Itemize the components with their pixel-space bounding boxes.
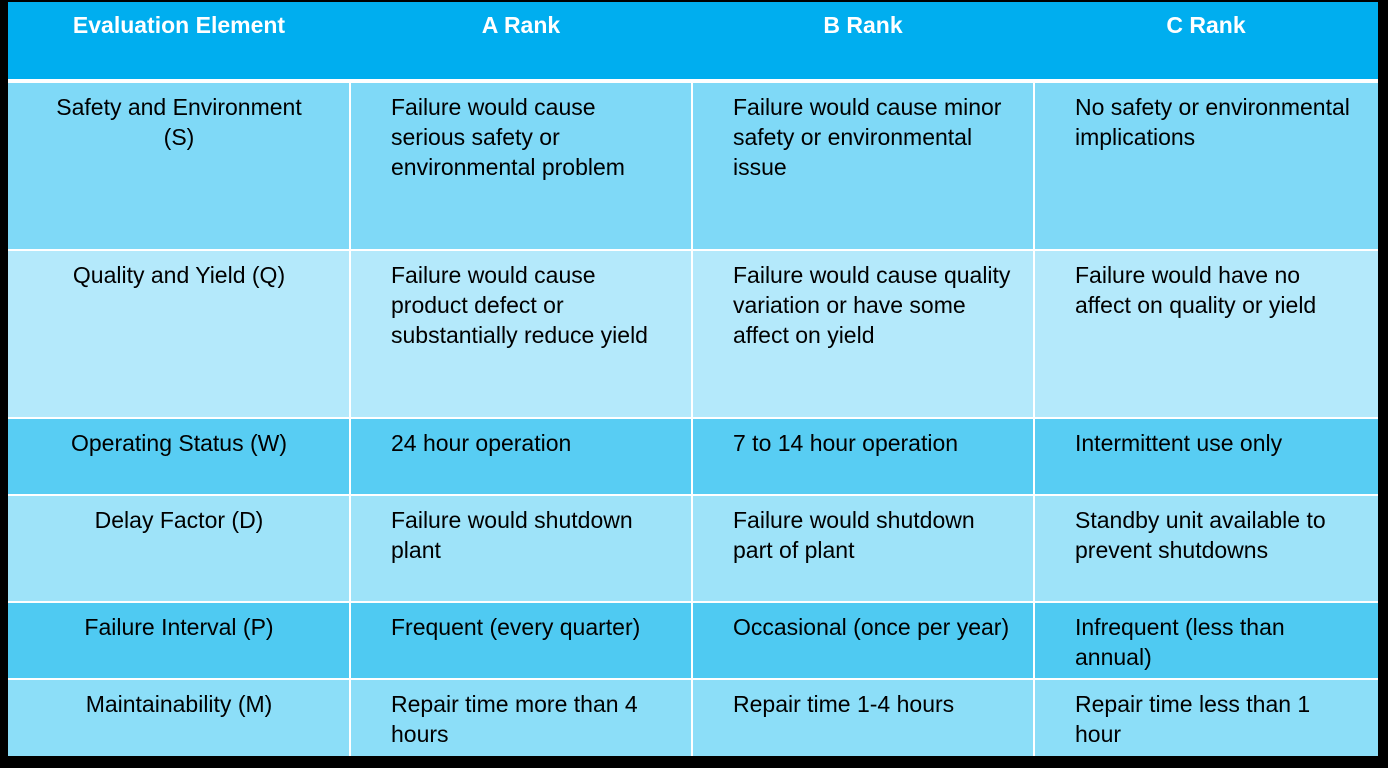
row-divider [8, 417, 1378, 419]
row-a-rank-text: Failure would cause product defect or substantially reduce yield [391, 262, 648, 348]
row-element-label: Maintainability (M) [85, 691, 273, 717]
header-c-rank: C Rank [1166, 12, 1246, 38]
row-b-rank-text: Failure would shutdown part of plant [733, 507, 975, 563]
row-c-rank-text: Failure would have no affect on quality or yield [1075, 262, 1317, 318]
row-c-rank-text: No safety or environmental implications [1075, 94, 1350, 150]
row-a-rank-text: Failure would shutdown plant [391, 507, 633, 563]
table-row [8, 419, 1378, 494]
column-divider [691, 83, 693, 756]
row-element-label: Operating Status (W) [70, 430, 288, 456]
row-divider [8, 494, 1378, 496]
row-a-rank-text: Failure would cause serious safety or environmental problem [391, 94, 625, 180]
row-b-rank-text: Occasional (once per year) [733, 614, 1010, 640]
table-row [8, 496, 1378, 601]
row-element-label: Delay Factor (D) [94, 507, 264, 533]
row-divider [8, 678, 1378, 680]
row-c-rank-text: Intermittent use only [1075, 430, 1283, 456]
header-b-rank: B Rank [823, 12, 903, 38]
row-b-rank-text: Failure would cause quality variation or have some affect on yield [733, 262, 1011, 348]
table-row [8, 680, 1378, 756]
row-c-rank-text: Infrequent (less than annual) [1075, 614, 1285, 670]
row-a-rank-text: Frequent (every quarter) [391, 614, 641, 640]
row-b-rank-text: Failure would cause minor safety or environmental issue [733, 94, 1002, 180]
column-divider [349, 83, 351, 756]
row-a-rank-text: 24 hour operation [391, 430, 572, 456]
row-b-rank-text: Repair time 1-4 hours [733, 691, 955, 717]
row-c-rank-text: Repair time less than 1 hour [1075, 691, 1311, 747]
table-row [8, 83, 1378, 249]
row-divider [8, 249, 1378, 251]
row-element-label: Quality and Yield (Q) [72, 262, 286, 288]
table-row [8, 603, 1378, 678]
row-a-rank-text: Repair time more than 4 hours [391, 691, 638, 747]
row-b-rank-text: 7 to 14 hour operation [733, 430, 959, 456]
column-divider [1033, 83, 1035, 756]
header-evaluation-element: Evaluation Element [72, 12, 286, 38]
row-divider [8, 601, 1378, 603]
table-row [8, 251, 1378, 417]
row-element-label: Failure Interval (P) [84, 614, 274, 640]
row-element-label: Safety and Environment (S) [56, 94, 302, 150]
evaluation-table [8, 2, 1378, 756]
row-c-rank-text: Standby unit available to prevent shutdowns [1075, 507, 1326, 563]
header-a-rank: A Rank [481, 12, 561, 38]
